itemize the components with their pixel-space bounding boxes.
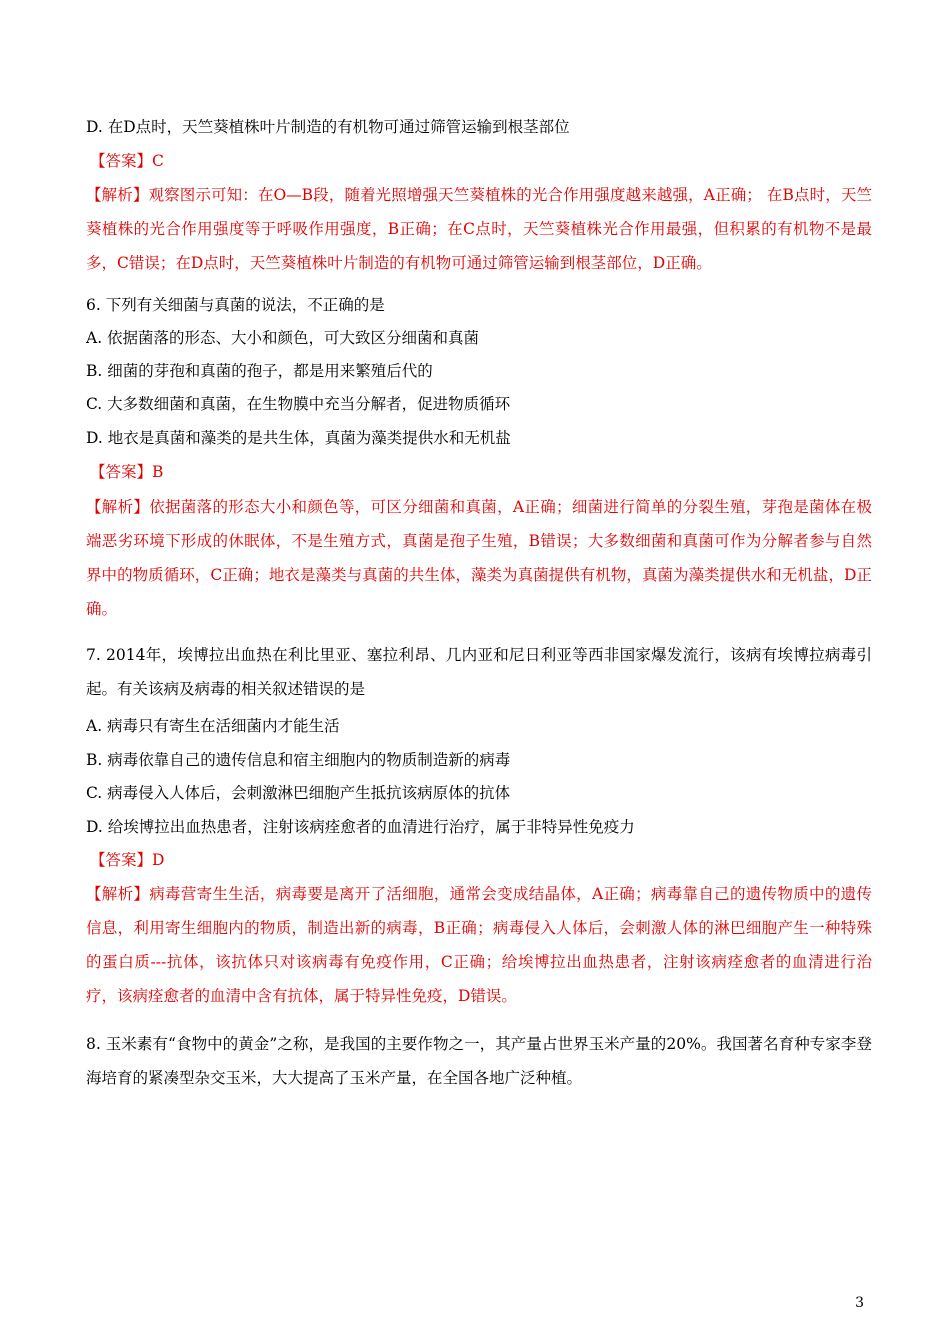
q7-option-b: B. 病毒依靠自己的遗传信息和宿主细胞内的物质制造新的病毒 — [86, 751, 511, 769]
q5-answer: 【答案】C — [90, 152, 164, 170]
q6-analysis-text: 依据菌落的形态大小和颜色等，可区分细菌和真菌，A正确；细菌进行简单的分裂生殖，芽孢是菌体在极端恶劣环境下形成的休眠体，不是生殖方式，真菌是孢子生殖，B错误；大多数细菌和真菌可作为分解者参与自然界中的物质循环，C正确；地衣是藻类与真菌的共生体，藻类为真菌提供有机物，真菌为藻类提供水和无机盐，D正确。 — [86, 498, 872, 618]
q7-analysis-text: 病毒营寄生生活，病毒要是离开了活细胞，通常会变成结晶体，A正确；病毒靠自己的遗传物质中的遗传信息，利用寄生细胞内的物质，制造出新的病毒，B正确；病毒侵入人体后，会刺激人体的淋巴细胞产生一种特殊的蛋白质---抗体，该抗体只对该病毒有免疫作用，C正确；给埃博拉出血热患者，注射该病痊愈者的血清进行治疗，该病痊愈者的血清中含有抗体，属于特异性免疫，D错误。 — [86, 885, 872, 1005]
q6-answer: 【答案】B — [90, 463, 164, 481]
q6-option-a: A. 依据菌落的形态、大小和颜色，可大致区分细菌和真菌 — [86, 329, 480, 347]
q6-option-b: B. 细菌的芽孢和真菌的孢子，都是用来繁殖后代的 — [86, 362, 433, 380]
q6-stem: 6. 下列有关细菌与真菌的说法，不正确的是 — [86, 296, 385, 314]
q7-option-d: D. 给埃博拉出血热患者，注射该病痊愈者的血清进行治疗，属于非特异性免疫力 — [86, 818, 635, 836]
q5-analysis — [86, 178, 872, 280]
q5-analysis-label: 【解析】 — [86, 186, 149, 204]
page-number: 3 — [855, 1295, 864, 1311]
q7-stem: 7. 2014年，埃博拉出血热在利比里亚、塞拉利昂、几内亚和尼日利亚等西非国家爆发流行，该病有埃博拉病毒引起。有关该病及病毒的相关叙述错误的是 — [86, 646, 872, 698]
q7-answer: 【答案】D — [90, 851, 165, 869]
q6-option-d: D. 地衣是真菌和藻类的是共生体，真菌为藻类提供水和无机盐 — [86, 429, 511, 447]
q7-analysis — [86, 877, 872, 1013]
q7-analysis-label: 【解析】 — [86, 885, 150, 903]
q6-option-c: C. 大多数细菌和真菌，在生物膜中充当分解者，促进物质循环 — [86, 395, 511, 413]
q8-stem: 8. 玉米素有“食物中的黄金”之称，是我国的主要作物之一，其产量占世界玉米产量的20%。我国著名育种专家李登海培育的紧凑型杂交玉米，大大提高了玉米产量，在全国各地广泛种植。 — [86, 1035, 872, 1087]
q7-option-a: A. 病毒只有寄生在活细菌内才能生活 — [86, 717, 340, 735]
q7-option-c: C. 病毒侵入人体后，会刺激淋巴细胞产生抵抗该病原体的抗体 — [86, 784, 511, 802]
q6-analysis — [86, 490, 872, 626]
q5-option-d: D. 在D点时，天竺葵植株叶片制造的有机物可通过筛管运输到根茎部位 — [86, 118, 570, 136]
q6-analysis-label: 【解析】 — [86, 498, 150, 516]
q5-analysis-text: 观察图示可知：在O—B段，随着光照增强天竺葵植株的光合作用强度越来越强，A正确； 在B点时，天竺葵植株的光合作用强度等于呼吸作用强度，B正确；在C点时，天竺葵植株光合作用最强，但积累的有机物不是最多，C错误；在D点时，天竺葵植株叶片制造的有机物可通过筛管运输到根茎部位，D正确。 — [86, 186, 872, 272]
